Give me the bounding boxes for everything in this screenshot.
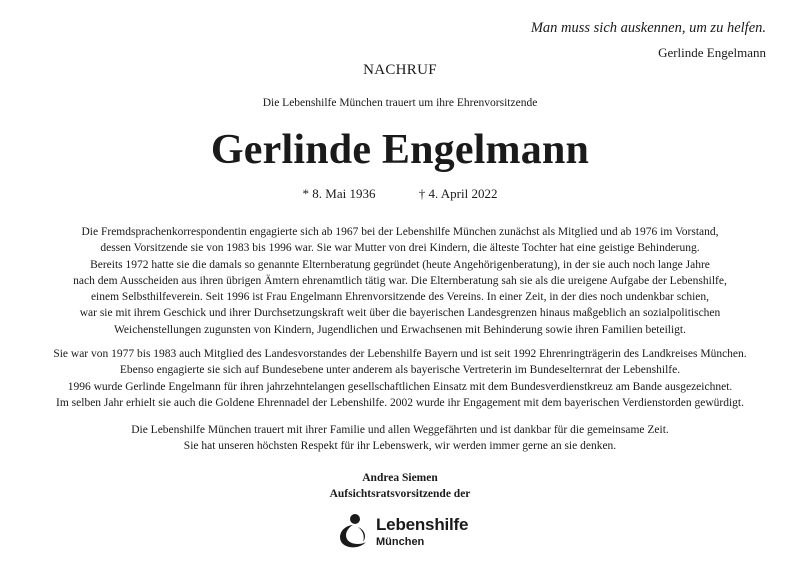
- text-line: Im selben Jahr erhielt sie auch die Goldene Ehrennadel der Lebenshilfe. 2002 wurde ihr Engagement mit dem bayerischen Verdienstorden gewürdigt.: [56, 396, 744, 409]
- lebenshilfe-logo-icon: [334, 512, 372, 550]
- signature-block: [0, 470, 800, 502]
- intro-line: Die Lebenshilfe München trauert um ihre Ehrenvorsitzende: [262, 97, 538, 109]
- text-line: Bereits 1972 hatte sie die damals so genannte Elternberatung gegründet (heute Angehörigenberatung), in der sie auch noch lange Jahre: [90, 258, 710, 271]
- text-line: Die Fremdsprachenkorrespondentin engagierte sich ab 1967 bei der Lebenshilfe München zunächst als Mitglied und ab 1976 im Vorstand,: [81, 226, 719, 238]
- logo-city: München: [376, 536, 425, 548]
- text-line: Sie war von 1977 bis 1983 auch Mitglied des Landesvorstandes der Lebenshilfe Bayern und ist seit 1992 Ehrenringträgerin des Landkreises München.: [53, 348, 747, 360]
- text-line: 1996 wurde Gerlinde Engelmann für ihren jahrzehntelangen gesellschaftlichen Einsatz mit dem Bundesverdienstkreuz am Bande ausgezeichnet.: [67, 380, 733, 393]
- life-dates: [0, 186, 800, 202]
- text-line: nach dem Ausscheiden aus ihren übrigen Ämtern ehrenamtlich tätig war. Die Elternberatung sah sie als die ureigene Aufgabe der Lebenshilfe,: [73, 274, 727, 287]
- text-line: Die Lebenshilfe München trauert mit ihrer Familie und allen Weggefährten und ist dankbar für die gemeinsame Zeit.: [131, 424, 669, 436]
- text-line: Ebenso engagierte sie sich auf Bundesebene unter anderem als bayerische Vertreterin im Bundeselternrat der Lebenshilfe.: [119, 364, 681, 377]
- closing-paragraph: [0, 422, 800, 455]
- lebenshilfe-logo: [334, 512, 474, 552]
- text-line: dessen Vorsitzende sie von 1983 bis 1996 war. Sie war Mutter von drei Kindern, die älteste Tochter hat eine geistige Behinderung.: [100, 242, 700, 255]
- signatory-name: Andrea Siemen: [362, 472, 438, 484]
- death-date: † 4. April 2022: [418, 186, 498, 201]
- deceased-name: Gerlinde Engelmann: [210, 127, 590, 173]
- epigraph-author: Gerlinde Engelmann: [658, 45, 766, 60]
- epigraph-quote: Man muss sich auskennen, um zu helfen.: [530, 20, 766, 36]
- text-line: einem Selbsthilfeverein. Seit 1996 ist Frau Engelmann Ehrenvorsitzende des Vereins. In einer Zeit, in der dies noch undenkbar schien,: [90, 291, 710, 304]
- logo-wordmark: Lebenshilfe: [376, 515, 469, 534]
- birth-date: * 8. Mai 1936: [302, 186, 376, 201]
- biography-paragraph-1: [0, 224, 800, 338]
- epigraph: [346, 18, 766, 62]
- text-line: Sie hat unseren höchsten Respekt für ihr Lebenswerk, wir werden immer gerne an sie denken.: [183, 440, 617, 453]
- biography-paragraph-2: [0, 346, 800, 411]
- text-line: Weichenstellungen zugunsten von Kindern, Jugendlichen und Erwachsenen mit Behinderung sowie ihren Familien beteiligt.: [113, 323, 687, 336]
- obituary-heading: NACHRUF: [363, 62, 437, 78]
- text-line: war sie mit ihrem Geschick und ihrer Durchsetzungskraft weit über die bayerischen Landesgrenzen hinaus maßgeblich an sozialpolitischen: [79, 307, 721, 320]
- signatory-role: Aufsichtsratsvorsitzende der: [329, 488, 471, 500]
